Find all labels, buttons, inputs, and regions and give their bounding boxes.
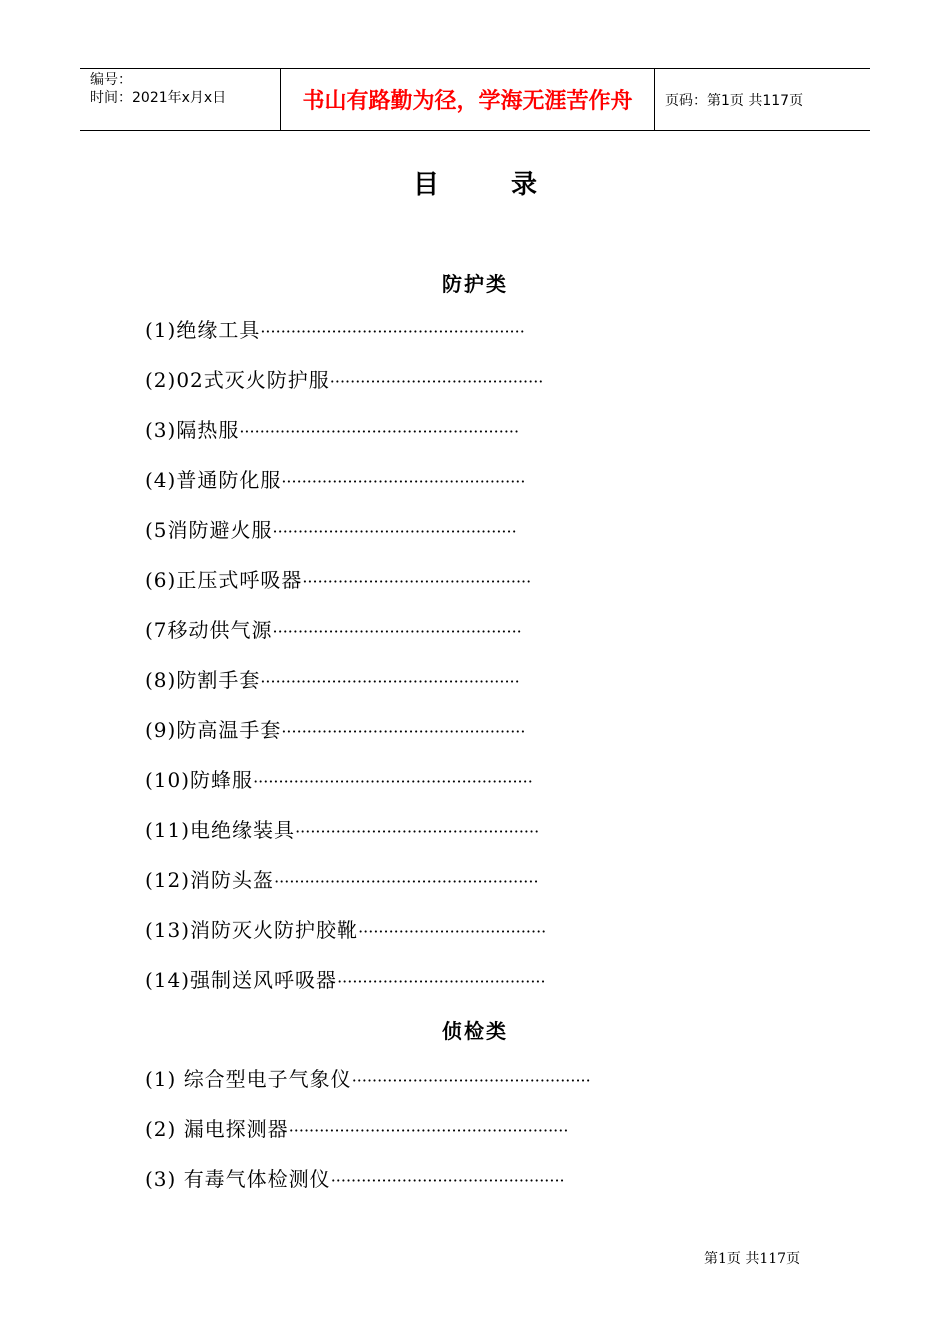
toc-item[interactable] — [145, 318, 525, 344]
toc-leader-dots: ················································ — [281, 722, 526, 741]
toc-item[interactable] — [145, 568, 531, 594]
toc-item[interactable] — [145, 1067, 591, 1093]
toc-leader-dots: ··················································· — [260, 672, 520, 691]
toc-item-label: (1)绝缘工具 — [145, 318, 261, 342]
toc-leader-dots: ················································· — [272, 622, 522, 641]
toc-item-label: (6)正压式呼吸器 — [145, 568, 303, 592]
toc-leader-dots: ····································· — [358, 922, 547, 941]
toc-leader-dots: ······················································· — [288, 1121, 569, 1140]
toc-item-label: (8)防割手套 — [145, 668, 261, 692]
toc-item-label: (2)02式灭火防护服 — [145, 368, 330, 392]
page-footer: 第1页 共117页 — [704, 1251, 801, 1267]
toc-item[interactable] — [145, 418, 519, 444]
toc-item-label: (13)消防灭火防护胶靴 — [145, 918, 359, 942]
toc-leader-dots: ······················································· — [239, 422, 520, 441]
toc-item[interactable] — [145, 1167, 565, 1193]
toc-leader-dots: ············································· — [302, 572, 532, 591]
header-motto: 书山有路勤为径，学海无涯苦作舟 — [281, 69, 655, 130]
toc-item[interactable] — [145, 918, 546, 944]
toc-item-label: (10)防蜂服 — [145, 768, 254, 792]
toc-item-label: (3) 有毒气体检测仪 — [145, 1167, 331, 1191]
toc-leader-dots: ········································· — [337, 972, 546, 991]
toc-leader-dots: ·········································· — [329, 372, 544, 391]
toc-item[interactable] — [145, 618, 522, 644]
toc-item-label: (7移动供气源 — [145, 618, 273, 642]
header-meta — [80, 69, 281, 130]
toc-leader-dots: ················································ — [295, 822, 540, 841]
toc-leader-dots: ···················································· — [260, 322, 525, 341]
toc-item[interactable] — [145, 368, 543, 394]
toc-item-label: (4)普通防化服 — [145, 468, 282, 492]
toc-leader-dots: ················································ — [281, 472, 526, 491]
toc-leader-dots: ···················································· — [274, 872, 539, 891]
toc-item-label: (9)防高温手套 — [145, 718, 282, 742]
toc-leader-dots: ··············································· — [351, 1071, 591, 1090]
header-number-label: 编号： — [90, 72, 132, 88]
header-page-info: 页码：第1页 共117页 — [665, 92, 804, 109]
toc-item-label: (5消防避火服 — [145, 518, 273, 542]
toc-item-label: (11)电绝缘装具 — [145, 818, 296, 842]
toc-item[interactable] — [145, 818, 539, 844]
toc-item-label: (3)隔热服 — [145, 418, 240, 442]
toc-item-label: (1) 综合型电子气象仪 — [145, 1067, 352, 1091]
page-header — [80, 68, 870, 131]
section-heading-protection: 防护类 — [442, 272, 508, 296]
toc-item[interactable] — [145, 468, 525, 494]
toc-item-label: (14)强制送风呼吸器 — [145, 968, 338, 992]
section-heading-detection: 侦检类 — [442, 1019, 508, 1043]
header-time-label: 时间：2021年x月x日 — [90, 90, 227, 106]
toc-leader-dots: ······················································· — [253, 772, 533, 791]
toc-leader-dots: ················································ — [272, 522, 517, 541]
toc-leader-dots: ·············································· — [330, 1171, 565, 1190]
toc-item[interactable] — [145, 718, 525, 744]
document-title: 目录 — [412, 170, 609, 200]
toc-item[interactable] — [145, 668, 520, 694]
toc-item[interactable] — [145, 768, 533, 794]
toc-item[interactable] — [145, 1117, 568, 1143]
toc-item-label: (2) 漏电探测器 — [145, 1117, 289, 1141]
toc-item[interactable] — [145, 968, 546, 994]
toc-item-label: (12)消防头盔 — [145, 868, 275, 892]
toc-item[interactable] — [145, 518, 517, 544]
toc-item[interactable] — [145, 868, 539, 894]
